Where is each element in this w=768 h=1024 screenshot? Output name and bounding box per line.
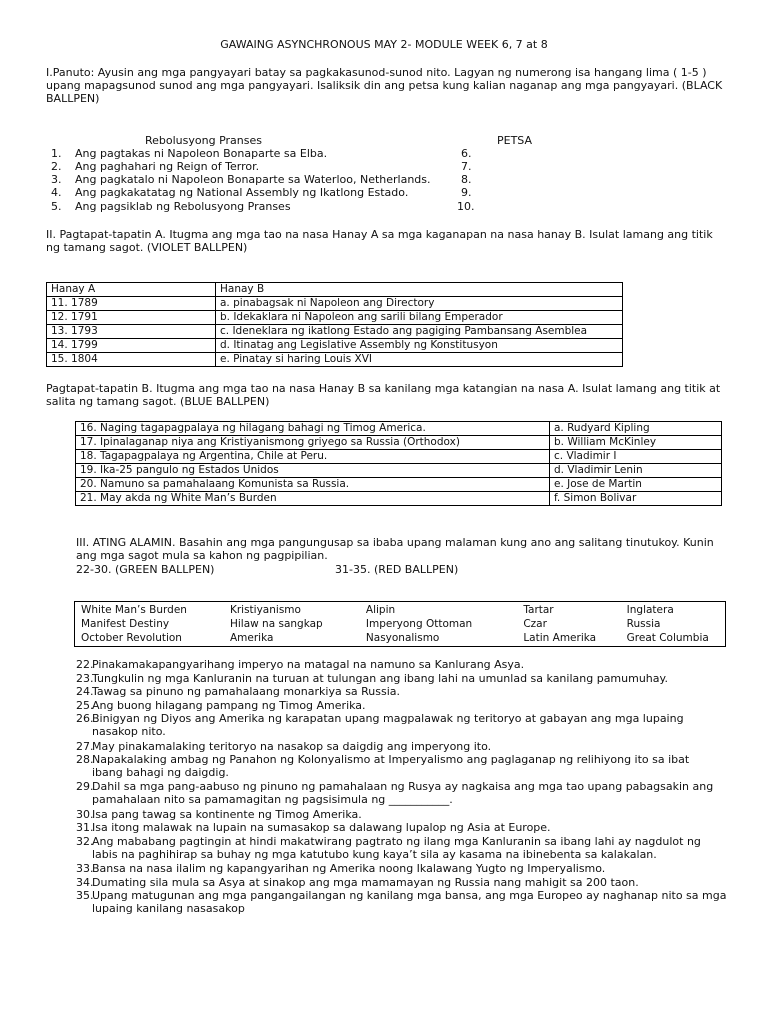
question-text: Tungkulin ng mga Kanluranin na turuan at tulungan ang ibang lahi na umunlad sa kanilang pamumuhay. (92, 671, 668, 685)
table-row (76, 464, 722, 478)
choice-word: Kristiyanismo (229, 604, 301, 616)
table-row (76, 436, 722, 450)
question-number: 35. (76, 889, 94, 903)
question-cell: 17. Ipinalaganap niya ang Kristiyanismong griyego sa Russia (Orthodox) (76, 436, 550, 450)
question-line (76, 685, 736, 698)
question-number: 33. (76, 862, 94, 875)
question-line (76, 808, 736, 821)
answer-cell: d. Vladimir Lenin (550, 464, 722, 478)
question-item (76, 780, 736, 806)
question-number: 34. (76, 875, 94, 889)
hanay-b-cell: b. Idekaklara ni Napoleon ang sarili bilang Emperador (216, 311, 623, 325)
petsa-blank: 9. (461, 186, 472, 199)
choices-table (75, 603, 723, 645)
question-line (76, 658, 736, 671)
hanay-a-cell: 11. 1789 (47, 297, 216, 311)
question-number: 31. (76, 821, 94, 835)
question-text: Ang buong hilagang pampang ng Timog Amerika. (92, 698, 366, 712)
question-text: Bansa na nasa ilalim ng kapangyarihan ng Amerika noong Ikalawang Yugto ng Imperyalismo. (92, 862, 606, 875)
part1-instructions: I.Panuto: Ayusin ang mga pangyayari batay sa pagkakasunod-sunod nito. Lagyan ng numerong isa hangang lima ( 1-5 ) upang mapagsunod sunod ang mga pangyayari. Isaliksik din ang petsa kung kalian naganap ang mga pangyayari. (BLACK BALLPEN) (46, 66, 723, 105)
choice-word: Inglatera (626, 604, 674, 616)
question-cell: 16. Naging tagapagpalaya ng hilagang bahagi ng Timog America. (76, 422, 550, 436)
choices-row (75, 603, 723, 617)
question-text: Isa pang tawag sa kontinente ng Timog Amerika. (92, 807, 362, 821)
question-line (76, 753, 736, 766)
item-text: Ang paghahari ng Reign of Terror. (75, 160, 260, 173)
question-number: 22. (76, 658, 94, 671)
question-item (76, 672, 736, 685)
question-item (76, 821, 736, 834)
question-continuation: pamahalaan nito sa pamamagitan ng pagsisimula ng ___________. (92, 793, 453, 807)
choice-word: Nasyonalismo (365, 632, 440, 644)
question-line (76, 835, 736, 848)
petsa-blank: 8. (461, 173, 472, 186)
question-cell: 19. Ika-25 pangulo ng Estados Unidos (76, 464, 550, 478)
table-row (76, 492, 722, 506)
choice-word: Russia (626, 618, 661, 630)
question-number: 24. (76, 685, 94, 699)
answer-cell: f. Simon Bolivar (550, 492, 722, 506)
part1-column-header: Rebolusyong Pranses (145, 134, 262, 147)
question-item (76, 753, 736, 779)
question-item (76, 862, 736, 875)
table-row (47, 353, 623, 367)
item-number: 3. (51, 173, 62, 186)
question-number: 28. (76, 753, 94, 767)
answer-cell: b. William McKinley (550, 436, 722, 450)
question-continuation: nasakop nito. (92, 725, 166, 739)
choice-word: Latin Amerika (523, 632, 597, 644)
question-line (76, 780, 736, 793)
hanay-b-header: Hanay B (216, 283, 623, 297)
question-item (76, 835, 736, 861)
question-item (76, 712, 736, 738)
question-item (76, 699, 736, 712)
question-continuation: lupaing kanilang nasasakop (92, 902, 245, 916)
question-cell: 21. May akda ng White Man’s Burden (76, 492, 550, 506)
question-text: May pinakamalaking teritoryo na nasakop sa daigdig ang imperyong ito. (92, 739, 492, 753)
question-continuation: ibang bahagi ng daigdig. (92, 766, 229, 780)
answer-cell: a. Rudyard Kipling (550, 422, 722, 436)
question-number: 30. (76, 807, 94, 821)
item-text: Ang pagtakas ni Napoleon Bonaparte sa Elba. (75, 147, 328, 160)
question-cell: 20. Namuno sa pamahalaang Komunista sa Russia. (76, 478, 550, 492)
question-number: 29. (76, 780, 94, 794)
choice-word: Great Columbia (626, 632, 709, 644)
choice-word: Czar (523, 618, 547, 630)
red-ballpen-range: 31-35. (RED BALLPEN) (335, 563, 459, 576)
choice-word: Alipin (365, 604, 396, 616)
page-title: GAWAING ASYNCHRONOUS MAY 2- MODULE WEEK 6, 7 at 8 (220, 38, 548, 51)
choice-word: October Revolution (81, 632, 182, 644)
hanay-a-cell: 15. 1804 (47, 353, 216, 367)
question-text: Napakalaking ambag ng Panahon ng Kolonyalismo at Imperyalismo ang paglaganap ng relihiyong ito sa ibat (92, 753, 690, 767)
choices-row (75, 617, 723, 631)
question-continuation: labis na paghihirap sa buhay ng mga katutubo kung kaya’t sila ay kasama na ibinebenta sa kalakalan. (92, 847, 657, 861)
question-line (76, 672, 736, 685)
question-number: 26. (76, 712, 94, 726)
question-number: 23. (76, 671, 94, 685)
choices-row (75, 631, 723, 645)
hanay-a-header: Hanay A (47, 283, 216, 297)
hanay-a-cell: 14. 1799 (47, 339, 216, 353)
question-line (76, 712, 736, 725)
item-text: Ang pagkatalo ni Napoleon Bonaparte sa Waterloo, Netherlands. (75, 173, 431, 186)
question-number: 32. (76, 834, 94, 848)
petsa-blank: 7. (461, 160, 472, 173)
hanay-b-cell: e. Pinatay si haring Louis XVI (216, 353, 623, 367)
item-text: Ang pagkakatatag ng National Assembly ng Ikatlong Estado. (75, 186, 409, 199)
question-line (76, 740, 736, 753)
petsa-blank: 6. (461, 147, 472, 160)
question-cell: 18. Tagapagpalaya ng Argentina, Chile at Peru. (76, 450, 550, 464)
question-line (76, 821, 736, 834)
question-text: Binigyan ng Diyos ang Amerika ng karapatan upang magpalawak ng teritoryo at gabayan ang mga lupaing (92, 712, 684, 726)
question-number: 25. (76, 698, 94, 712)
question-text: Pinakamakapangyarihang imperyo na matagal na namuno sa Kanlurang Asya. (92, 658, 525, 671)
question-line (76, 876, 736, 889)
choice-word: Amerika (229, 632, 274, 644)
hanay-a-cell: 12. 1791 (47, 311, 216, 325)
part2-instructions: II. Pagtapat-tapatin A. Itugma ang mga tao na nasa Hanay A sa mga kaganapan na nasa hanay B. Isulat lamang ang titik ng tamang sagot. (VIOLET BALLPEN) (46, 228, 713, 254)
table-header-row (47, 283, 623, 297)
choice-word: White Man’s Burden (81, 604, 187, 616)
table-row (76, 422, 722, 436)
matching-table (75, 421, 722, 506)
table-row (47, 339, 623, 353)
item-number: 5. (51, 200, 62, 213)
item-text: Ang pagsiklab ng Rebolusyong Pranses (75, 200, 291, 213)
item-number: 1. (51, 147, 62, 160)
petsa-blank: 10. (457, 200, 475, 213)
choice-word: Manifest Destiny (81, 618, 170, 630)
item-number: 2. (51, 160, 62, 173)
question-item (76, 740, 736, 753)
table-row (47, 325, 623, 339)
question-item (76, 658, 736, 671)
part3-instructions: III. ATING ALAMIN. Basahin ang mga pangungusap sa ibaba upang malaman kung ano ang salitang tinutukoy. Kunin ang mga sagot mula sa kahon ng pagpipilian. (76, 536, 714, 562)
choice-word: Tartar (523, 604, 554, 616)
hanay-b-cell: a. pinabagsak ni Napoleon ang Directory (216, 297, 623, 311)
table-row (47, 311, 623, 325)
hanay-b-cell: d. Itinatag ang Legislative Assembly ng Konstitusyon (216, 339, 623, 353)
table-row (76, 478, 722, 492)
table-row (76, 450, 722, 464)
answer-cell: e. Jose de Martin (550, 478, 722, 492)
question-item (76, 889, 736, 915)
question-text: Tawag sa pinuno ng pamahalaang monarkiya sa Russia. (92, 685, 401, 699)
question-line (76, 862, 736, 875)
question-number: 27. (76, 739, 94, 753)
choice-word: Hilaw na sangkap (229, 618, 323, 630)
question-text: Upang matugunan ang mga pangangailangan ng kanilang mga bansa, ang mga Europeo ay naghanap nito sa mga (92, 889, 727, 903)
question-text: Isa itong malawak na lupain na sumasakop sa dalawang lupalop ng Asia at Europe. (92, 821, 551, 835)
question-line (76, 699, 736, 712)
hanay-a-cell: 13. 1793 (47, 325, 216, 339)
question-item (76, 808, 736, 821)
part2b-instructions: Pagtapat-tapatin B. Itugma ang mga tao na nasa Hanay B sa kanilang mga katangian na nasa A. Isulat lamang ang titik at salita ng tamang sagot. (BLUE BALLPEN) (46, 382, 721, 408)
question-item (76, 685, 736, 698)
table-row (47, 297, 623, 311)
choices-box (74, 601, 726, 647)
hanay-b-cell: c. Ideneklara ng ikatlong Estado ang pagiging Pambansang Asemblea (216, 325, 623, 339)
question-line (76, 889, 736, 902)
item-number: 4. (51, 186, 62, 199)
hanay-table (46, 282, 623, 367)
question-item (76, 876, 736, 889)
green-ballpen-range: 22-30. (GREEN BALLPEN) (76, 563, 215, 576)
question-text: Ang mababang pagtingin at hindi makatwirang pagtrato ng ilang mga Kanluranin sa ibang lahi ay nagdulot ng (92, 834, 701, 848)
question-text: Dahil sa mga pang-aabuso ng pinuno ng pamahalaan ng Rusya ay nagkaisa ang mga tao upang pabagsakin ang (92, 780, 714, 794)
answer-cell: c. Vladimir I (550, 450, 722, 464)
question-text: Dumating sila mula sa Asya at sinakop ang mga mamamayan ng Russia nang mahigit sa 200 taon. (92, 875, 639, 889)
part1-petsa-header: PETSA (497, 134, 533, 147)
choice-word: Imperyong Ottoman (365, 618, 473, 630)
